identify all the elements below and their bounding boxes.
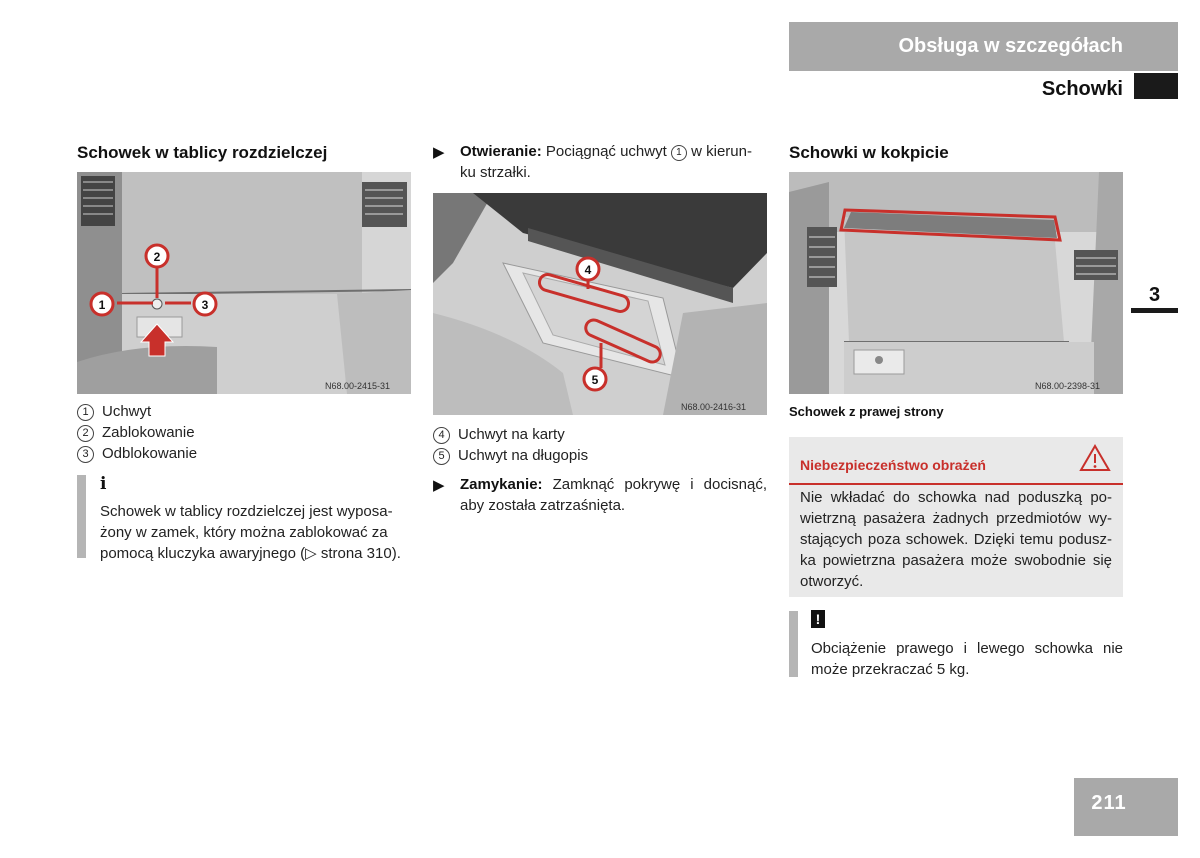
legend-item: 2 Zablokowanie [77, 422, 195, 443]
warning-triangle-icon [1079, 444, 1111, 477]
page-number: 211 [1091, 792, 1127, 814]
info-icon: i [100, 474, 107, 494]
info-note-text: Schowek w tablicy rozdzielczej jest wyposa- żony w zamek, który można zablokować za pomocą kluczyka awaryjnego (▷ strona 310). [100, 503, 401, 562]
figure-reference: N68.00-2398-31 [1035, 381, 1101, 391]
step-arrow-icon: ▶ [433, 144, 445, 161]
page-ref-arrow-icon: ▷ [305, 545, 317, 562]
legend-item: 1 Uchwyt [77, 401, 151, 422]
svg-text:5: 5 [591, 373, 599, 387]
svg-text:4: 4 [584, 263, 592, 277]
notice-icon: ! [811, 610, 825, 628]
cockpit-compartment-illustration [789, 172, 1123, 394]
figure-dashboard-glovebox [77, 172, 411, 394]
figure-reference: N68.00-2415-31 [325, 381, 391, 391]
chapter-tab-number: 3 [1148, 284, 1161, 306]
figure-reference: N68.00-2416-31 [681, 402, 747, 412]
legend-item: 3 Odblokowanie [77, 443, 197, 464]
svg-text:3: 3 [201, 298, 209, 312]
step-arrow-icon: ▶ [433, 477, 445, 494]
chapter-title: Obsługa w szczegółach [898, 35, 1123, 57]
closing-instruction: Zamykanie: Zamknąć pokrywę i docisnąć, aby została zatrzaśnięta. [460, 476, 768, 514]
open-glovebox-illustration [433, 193, 767, 415]
dashboard-glovebox-illustration [77, 172, 411, 394]
chapter-tab-bar [1131, 308, 1178, 313]
warning-title: Niebezpieczeństwo obrażeń [800, 457, 986, 473]
figure-caption: Schowek z prawej strony [789, 404, 944, 419]
section-marker [1134, 73, 1178, 99]
notice-bar [789, 611, 798, 677]
svg-text:1: 1 [98, 298, 106, 312]
figure-open-glovebox [433, 193, 767, 415]
warning-divider [789, 483, 1123, 485]
warning-text: Nie wkładać do schowka nad poduszką po- wietrzną pasażera żadnych przedmiotów wy- stających poza schowek. Dzięki temu podusz- ka powietrzna pasażera może swobodnie się otworzyć. [800, 489, 1112, 590]
opening-instruction: Otwieranie: Pociągnąć uchwyt 1 w kierun- ku strzałki. [460, 143, 752, 181]
legend-item: 4 Uchwyt na karty [433, 424, 565, 445]
legend-item: 5 Uchwyt na długopis [433, 445, 588, 466]
info-note-bar [77, 475, 86, 558]
figure-cockpit-compartment [789, 172, 1123, 394]
svg-text:2: 2 [153, 250, 161, 264]
section-title: Schowki [1041, 78, 1123, 100]
notice-text: Obciążenie prawego i lewego schowka nie może przekraczać 5 kg. [811, 640, 1123, 678]
section-heading-cockpit-compartments: Schowki w kokpicie [789, 143, 949, 162]
section-heading-dashboard-glovebox: Schowek w tablicy rozdzielczej [77, 143, 328, 162]
